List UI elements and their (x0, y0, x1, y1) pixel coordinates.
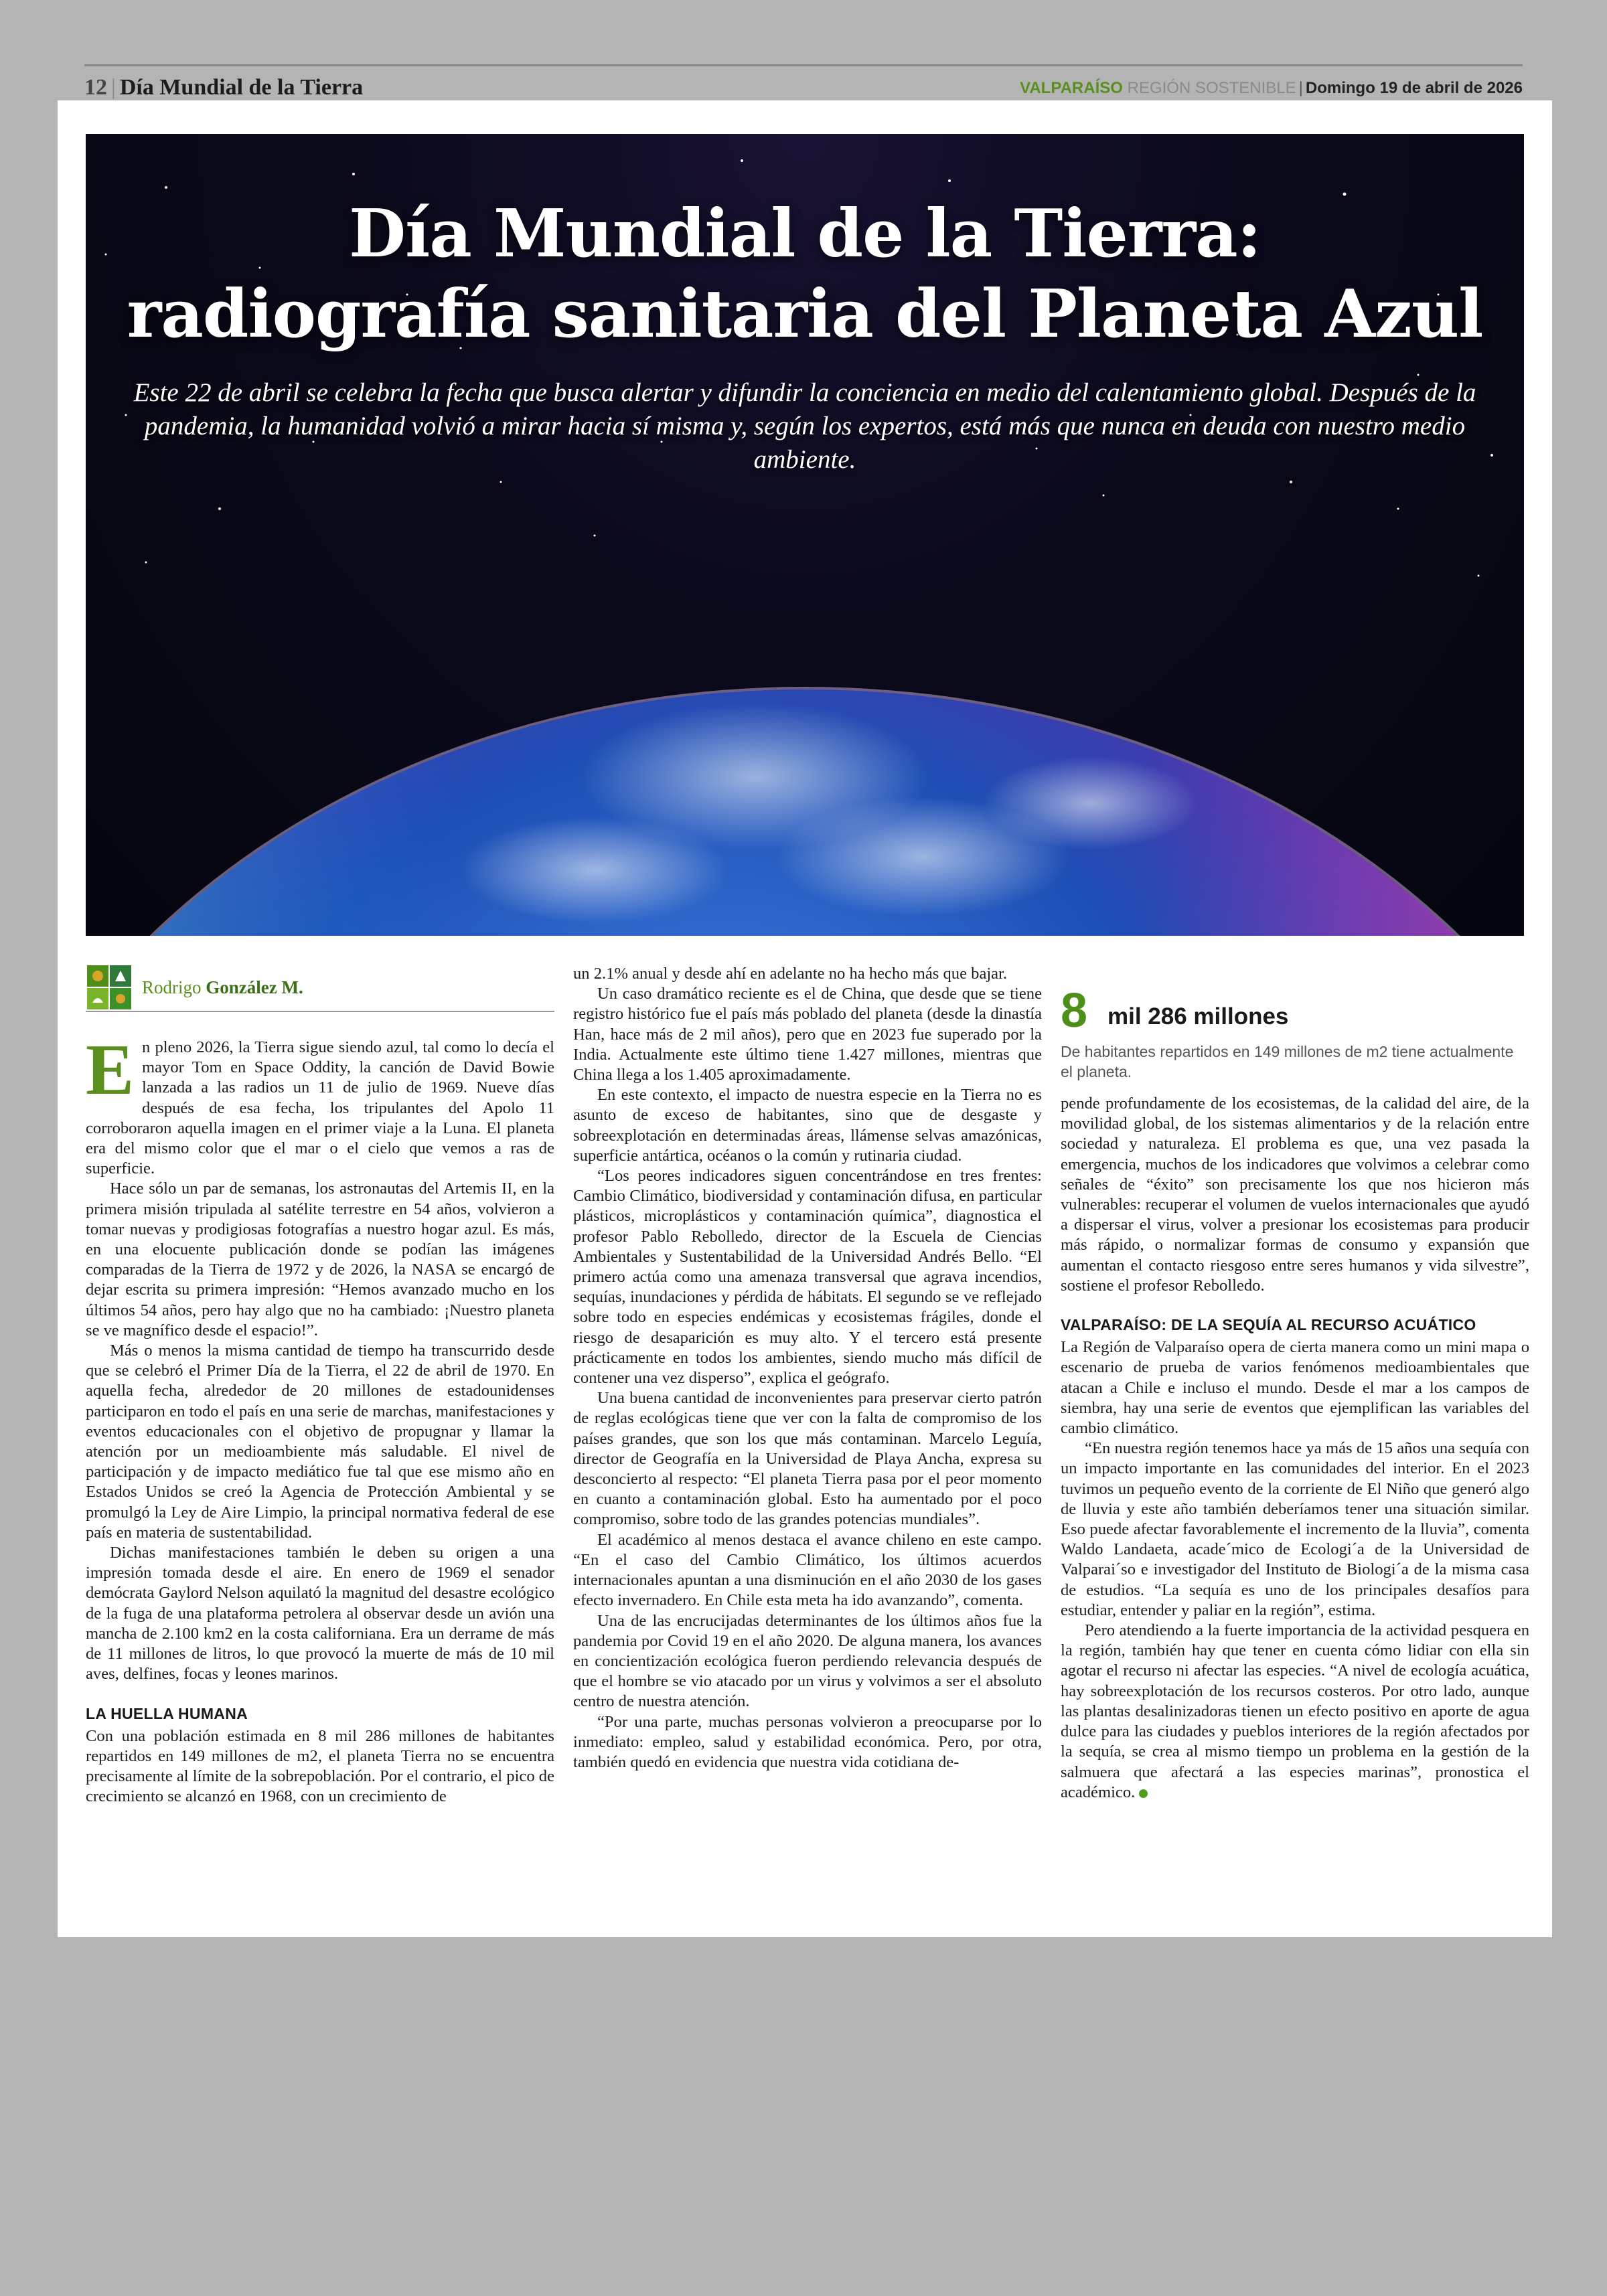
paragraph (1061, 1621, 1529, 1803)
paragraph (86, 1030, 554, 1179)
paragraph: Un caso dramático reciente es el de China, que desde que se tiene registro histórico fue el país más poblado del planeta (desde la dinastía Han, hace más de 2 mil años), pero que en 2023 fue superado por la India. Actualmente este último tiene 1.427 millones, mientras que China llega a los 1.405 aproximadamente. (573, 985, 1042, 1084)
brand-subtitle: REGIÓN SOSTENIBLE (1127, 79, 1296, 97)
section-title: Día Mundial de la Tierra (119, 75, 364, 100)
paragraph: “Por una parte, muchas personas volvieron a preocuparse por lo inmediato: empleo, salud y estabilidad económica. Pero, por otra, también quedó en evidencia que nuestra vida cotidiana de- (573, 1712, 1042, 1771)
stat-callout (1061, 984, 1529, 1094)
paragraph: Más o menos la misma cantidad de tiempo ha transcurrido desde que se celebró el Primer Día de la Tierra, el 22 de abril de 1970. En aquella fecha, alrededor de 20 millones de estadounidenses participaron en todo el país en una serie de marchas, manifestaciones y eventos educacionales con el objetivo de propugnar y llamar la atención por un medioambiente más saludable. El nivel de participación y de impacto mediático fue tal que ese mismo año en Estados Unidos se creó la Agencia de Protección Ambiental y se promulgó la Ley de Aire Limpio, la principal normativa federal de ese país en materia de sustentabilidad. (86, 1341, 554, 1542)
paragraph: pende profundamente de los ecosistemas, de la calidad del aire, de la movilidad global, de los sistemas alimentarios y de la relación entre sociedad y naturaleza. El problema es que, una vez pasada la emergencia, muchos de los indicadores que volvimos a celebrar como señales de “éxito” son precisamente los que nos hicieron más vulnerables: recuperar el volumen de vuelos internacionales que ayudó a dispersar el virus, volver a presionar los ecosistemas para producir más rápido, o normalizar formas de consumo y expansión que aumentan el contacto riesgoso entre seres humanos y vida silvestre”, sostiene el profesor Rebolledo. (1061, 1094, 1529, 1295)
paragraph: En este contexto, el impacto de nuestra especie en la Tierra no es asunto de exceso de habitantes, sino que de desgaste y sobreexplotación en determinadas áreas, llámense selvas amazónicas, superficie antártica, océanos o la común y rutinaria ciudad. (573, 1086, 1042, 1165)
subheading-valparaiso: VALPARAÍSO: DE LA SEQUÍA AL RECURSO ACUÁTICO (1061, 1316, 1476, 1334)
article-column-2 (573, 964, 1042, 1773)
subheading-huella-humana: LA HUELLA HUMANA (86, 1704, 248, 1722)
paragraph-text: Pero atendiendo a la fuerte importancia de la actividad pesquera en la región, también hay que tener en cuenta cómo lidiar con ella sin agotar el recurso ni afectar las especies. “A nivel de ecología acuática, hay sobreexplotación de los recursos costeros. Por otro lado, aunque las plantas desalinizadoras tienen un efecto positivo en aporte de agua dulce para las ciudades y pueblos interiores de la región afectados por la sequía, se crea al mismo tiempo un problema en la gestión de la salmuera que afectará a las especies marinas”, pronostica el académico. (1061, 1621, 1529, 1801)
folio: 12 | Día Mundial de la Tierra (84, 75, 364, 100)
paragraph: Con una población estimada en 8 mil 286 millones de habitantes repartidos en 149 millones de m2, el planeta Tierra no se encuentra precisamente al límite de la sobrepoblación. Por el contrario, el pico de crecimiento se alcanzó en 1968, con un crecimiento de (86, 1726, 554, 1806)
headline (86, 194, 1524, 355)
byline (86, 964, 554, 1012)
brand-name: VALPARAÍSO (1020, 79, 1123, 97)
article-column-1 (86, 964, 554, 1807)
paragraph: Dichas manifestaciones también le deben su origen a una impresión tomada desde el aire. En enero de 1969 el senador demócrata Gaylord Nelson aquilató la magnitud del desastre ecológico de la fuga de una plataforma petrolera al observar desde un avión una mancha de 2.100 km2 en la costa californiana. Era un derrame de más de 11 millones de litros, lo que provocó la muerte de más de 10 mil aves, delfines, focas y leones marinos. (86, 1544, 554, 1684)
headline-line-1: Día Mundial de la Tierra: (349, 195, 1261, 272)
page-sheet (58, 100, 1552, 1937)
drop-cap: E (86, 1030, 135, 1110)
deck-subtitle: Este 22 de abril se celebra la fecha que busca alertar y difundir la conciencia en medio del calentamiento global. Después de la pandemia, la humanidad volvió a mirar hacia sí misma y, según los expertos, está más que nunca en deuda con nuestro medio ambiente. (133, 378, 1476, 474)
article-column-3 (1061, 984, 1529, 1803)
paragraph: un 2.1% anual y desde ahí en adelante no ha hecho más que bajar. (573, 965, 1008, 983)
paragraph: La Región de Valparaíso opera de cierta manera como un mini mapa o escenario de prueba de varios fenómenos medioambientales que atacan a Chile e incluso el mundo. Desde el mar a los campos de siembra, hay una serie de eventos que ejemplifican las variables del cambio climático. (1061, 1338, 1529, 1438)
header-rule (84, 64, 1523, 66)
author-first-name: Rodrigo (142, 977, 202, 997)
paragraph: “En nuestra región tenemos hace ya más de 15 años una sequía con un impacto importante en las comunidades del interior. En el 2023 tuvimos un pequeño evento de la corriente de El Niño que generó algo de lluvia y este año también deberíamos tener una situación similar. Eso puede afectar favorablemente el incremento de la lluvia”, comenta Waldo Landaeta, acade´mico de Ecologi´a de la Universidad de Valparai´so e investigador del Instituto de Biologi´a de la misma casa de estudios. “La sequía es uno de los principales desafíos para estudiar, entender y paliar en la región”, estima. (1061, 1439, 1529, 1619)
headline-line-2: radiografía sanitaria del Planeta Azul (127, 276, 1483, 353)
paragraph: Una buena cantidad de inconvenientes para preservar cierto patrón de reglas ecológicas tiene que ver con la falta de compromiso de los países grandes, que son los que más contaminan. Marcelo Leguía, director de Geografía en la Universidad de Playa Ancha, expresa su desconcierto al respecto: “El planeta Tierra pasa por el peor momento en cuanto a contaminación global. Esto ha aumentado por el poco compromiso, sobre todo de las grandes potencias mundiales”. (573, 1389, 1042, 1529)
end-mark-icon (1139, 1789, 1148, 1798)
stat-number: 8 (1061, 984, 1088, 1038)
paragraph: “Los peores indicadores siguen concentrándose en tres frentes: Cambio Climático, biodiversidad y contaminación difusa, en particular plásticos, microplásticos y contaminación química”, diagnostica el profesor Pablo Rebolledo, director de la Escuela de Ciencias Ambientales y Sustentabilidad de la Universidad Andrés Bello. “El primero actúa como una amenaza transversal que agrava incendios, sequías, inundaciones y pérdida de hábitats. El segundo se ve reflejado sobre todo en especies endémicas y ecosistemas frágiles, donde el riesgo de desaparición es muy alto. Y el tercero está presente prácticamente en todos los ambientes, siendo mucho más difícil de contener una vez disperso”, explica el geógrafo. (573, 1167, 1042, 1388)
page-number: 12 (84, 75, 107, 100)
publication-date: Domingo 19 de abril de 2026 (1305, 79, 1523, 97)
author-last-name: González M. (206, 977, 303, 997)
page-header (84, 75, 1523, 102)
section-logo-icon (86, 964, 133, 1011)
hero-image (86, 134, 1524, 936)
paragraph-text: n pleno 2026, la Tierra sigue siendo azul, tal como lo decía el mayor Tom en Space Oddity, la canción de David Bowie lanzada a las radios un 11 de julio de 1969. Nueve días después de esa fecha, los tripulantes del Apolo 11 corroboraron aquella imagen en el primer viaje a la Luna. El planeta era del mismo color que el mar o el cielo que vemos a ras de superficie. (86, 1038, 554, 1178)
publication-info: VALPARAÍSO REGIÓN SOSTENIBLE | Domingo 19 de abril de 2026 (1020, 79, 1523, 97)
paragraph: Hace sólo un par de semanas, los astronautas del Artemis II, en la primera misión tripulada al satélite terrestre en 54 años, volvieron a tomar nuevas y prodigiosas fotografías a nuestro hogar azul. Es más, en una elocuente publicación donde se podían las imágenes comparadas de la Tierra de 1972 y de 2026, la NASA se encargó de dejar escrita su primera impresión: “Hemos avanzado mucho en los últimos 54 años, pero hay algo que no ha cambiado: ¡Nuestro planeta se ve magnífico desde el espacio!”. (86, 1179, 554, 1339)
paragraph: El académico al menos destaca el avance chileno en este campo. “En el caso del Cambio Climático, los últimos acuerdos internacionales apuntan a una disminución en el año 2030 de los gases efecto invernadero. En Chile esta meta ha ido avanzando”, comenta. (573, 1530, 1042, 1610)
stat-unit: mil 286 millones (1107, 1003, 1289, 1030)
stat-description: De habitantes repartidos en 149 millones de m2 tiene actualmente el planeta. (1061, 1043, 1514, 1080)
author-name (142, 977, 303, 997)
paragraph: Una de las encrucijadas determinantes de los últimos años fue la pandemia por Covid 19 en el año 2020. De alguna manera, los avances en concientización ecológica fueron perdiendo relevancia después de que el hombre se vio atacado por un virus y volvimos a ser el absoluto centro de nuestra atención. (573, 1611, 1042, 1711)
